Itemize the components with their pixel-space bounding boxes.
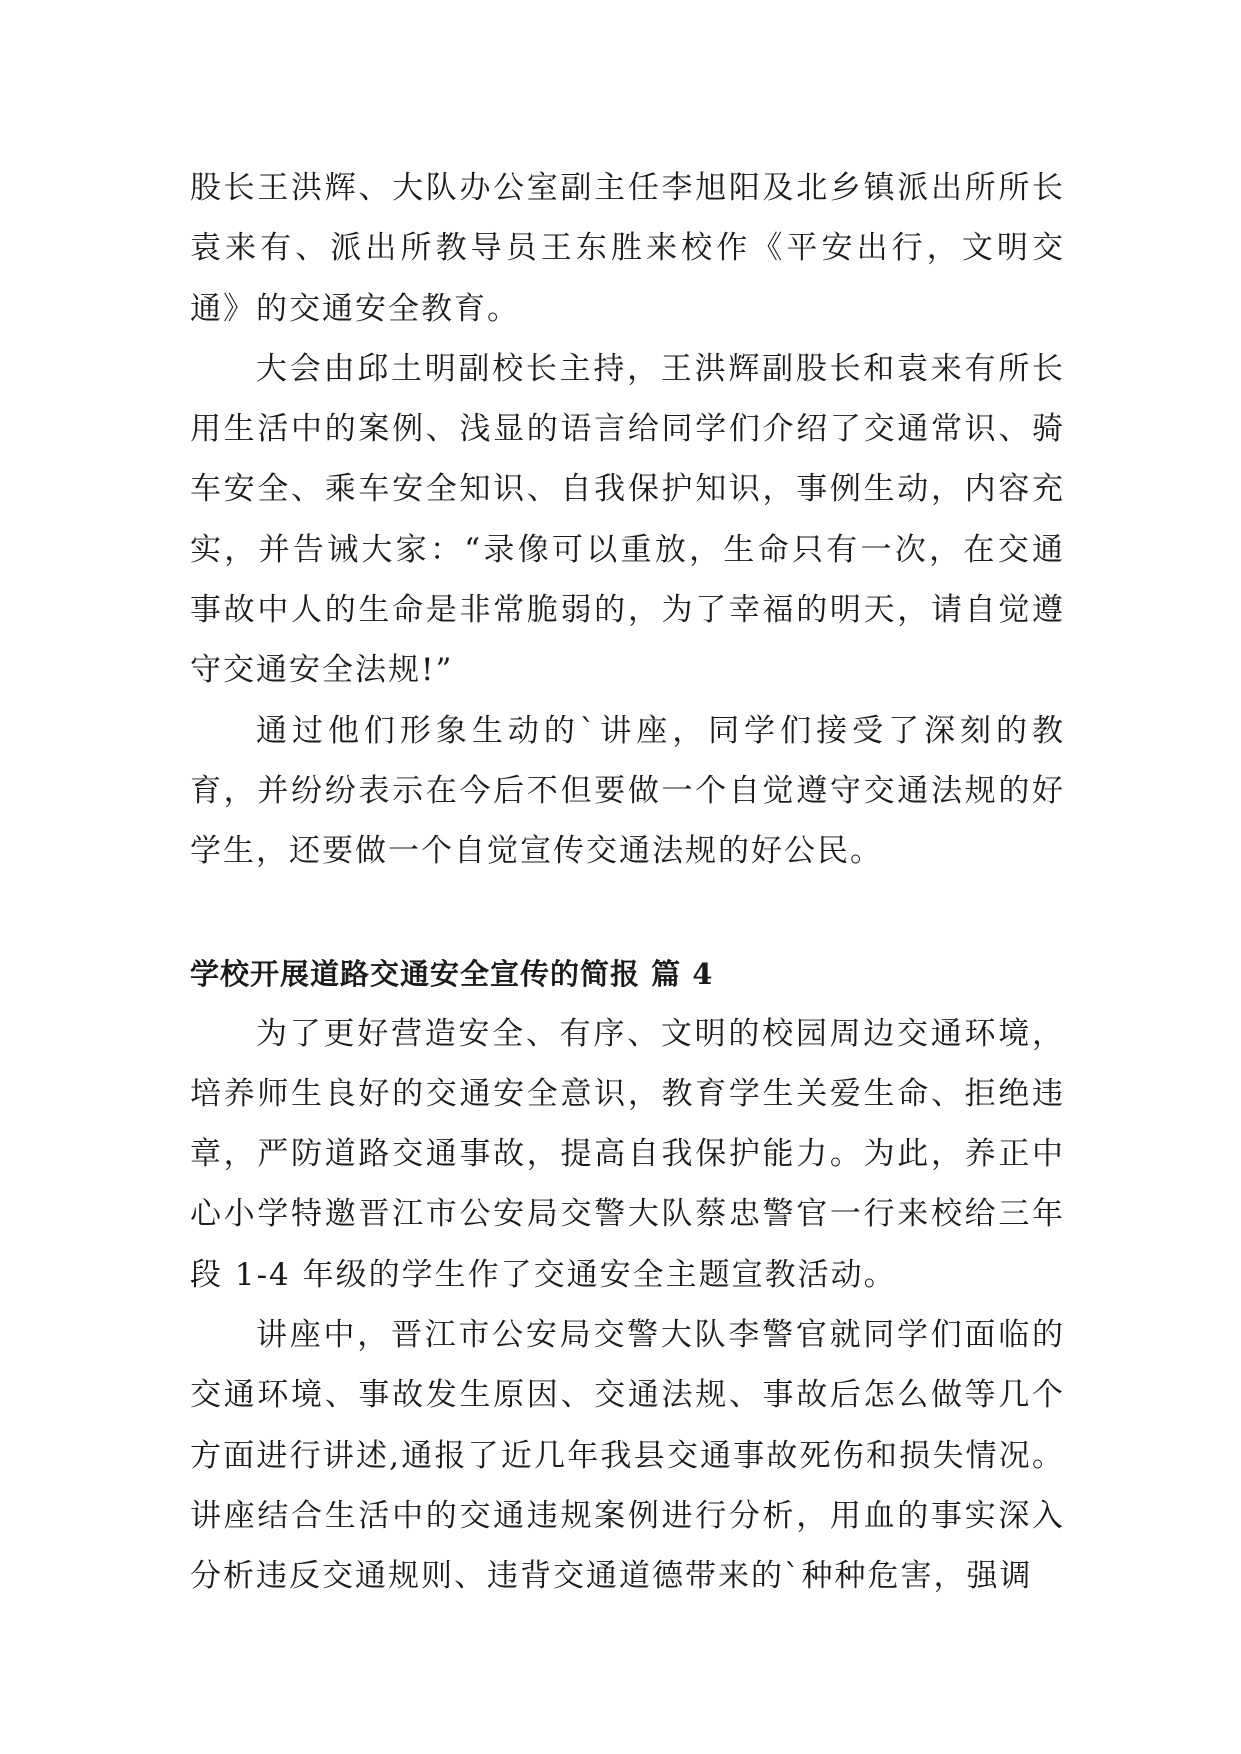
section-title: 学校开展道路交通安全宣传的简报 篇 4: [190, 956, 714, 991]
paragraph-3: 通过他们形象生动的`讲座，同学们接受了深刻的教育，并纷纷表示在今后不但要做一个自觉遵守交通法规的好学生，还要做一个自觉宣传交通法规的好公民。: [190, 712, 1065, 870]
paragraph-2: 大会由邱土明副校长主持，王洪辉副股长和袁来有所长用生活中的案例、浅显的语言给同学们介绍了交通常识、骑车安全、乘车安全知识、自我保护知识，事例生动，内容充实，并告诫大家：“录像可以重放，生命只有一次，在交通事故中人的生命是非常脆弱的，为了幸福的明天，请自觉遵守交通安全法规!”: [190, 350, 1065, 689]
section-spacer: [190, 882, 1065, 944]
paragraph-4: 为了更好营造安全、有序、文明的校园周边交通环境，培养师生良好的交通安全意识，教育学生关爱生命、拒绝违章，严防道路交通事故，提高自我保护能力。为此，养正中心小学特邀晋江市公安局交警大队蔡忠警官一行来校给三年段 1-4 年级的学生作了交通安全主题宣教活动。: [190, 1015, 1065, 1293]
paragraph-1: 股长王洪辉、大队办公室副主任李旭阳及北乡镇派出所所长袁来有、派出所教导员王东胜来校作《平安出行，文明交通》的交通安全教育。: [190, 170, 1065, 327]
paragraph-5: 讲座中，晋江市公安局交警大队李警官就同学们面临的交通环境、事故发生原因、交通法规、事故后怎么做等几个方面进行讲述,通报了近几年我县交通事故死伤和损失情况。讲座结合生活中的交通违规案例进行分析，用血的事实深入分析违反交通规则、违背交通道德带来的`种种危害，强调: [190, 1317, 1065, 1595]
document-body: [190, 158, 1065, 1607]
